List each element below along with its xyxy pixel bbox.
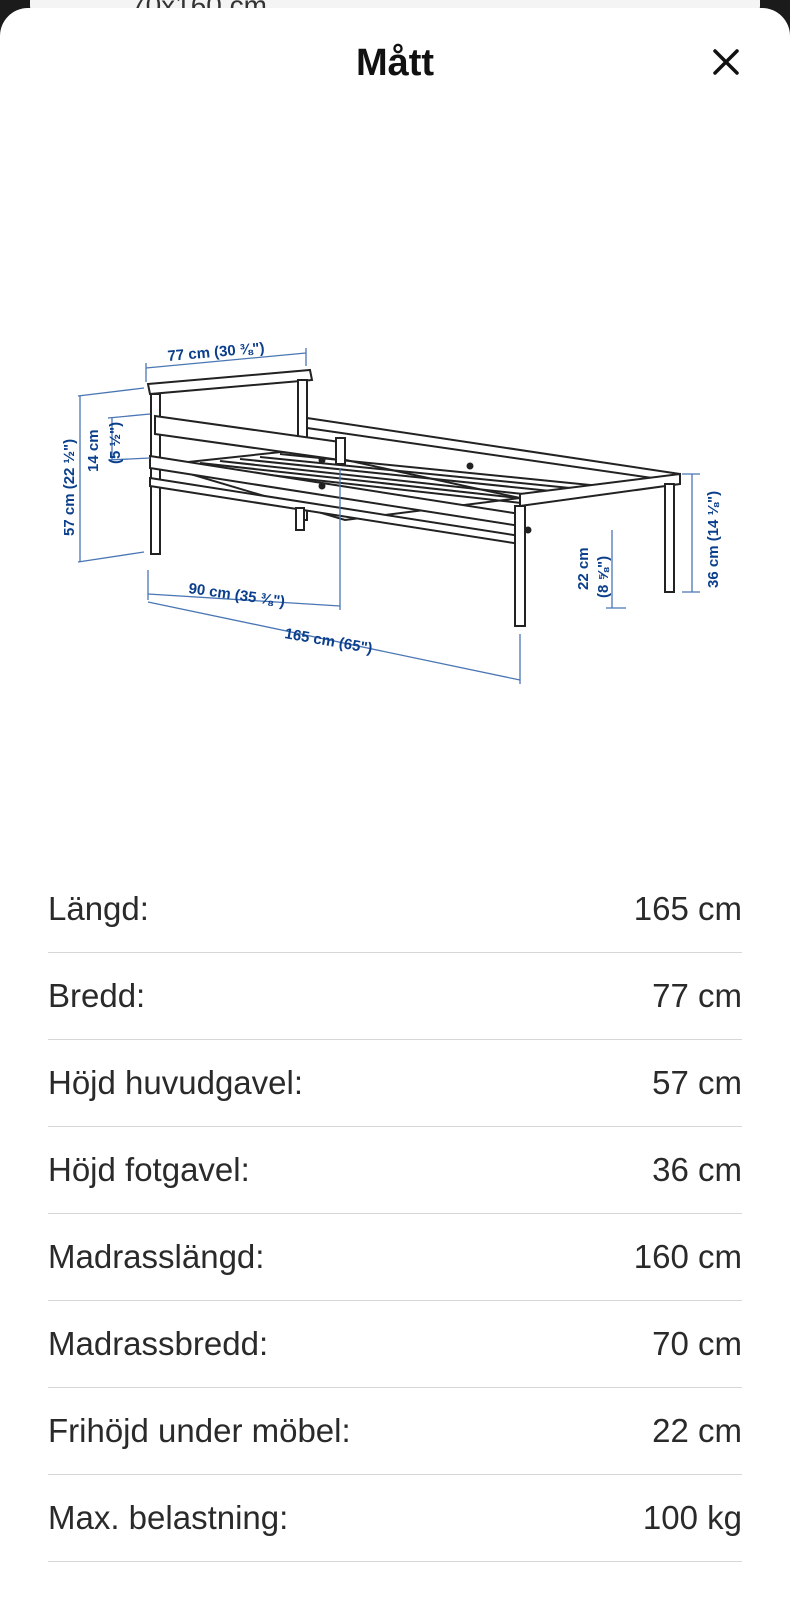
spec-label: Höjd huvudgavel: xyxy=(48,1064,304,1101)
clearance-cm-label: 22 cm xyxy=(575,547,592,590)
spec-row-footboard-height xyxy=(48,1127,742,1214)
spec-label: Frihöjd under möbel: xyxy=(48,1412,351,1449)
spec-label: Höjd fotgavel: xyxy=(48,1151,250,1188)
bed-illustration xyxy=(0,308,790,728)
spec-value: 70 cm xyxy=(652,1325,742,1362)
spec-label: Madrassbredd: xyxy=(48,1325,269,1362)
spec-label: Madrasslängd: xyxy=(48,1238,265,1275)
spec-row-mattress-length xyxy=(48,1214,742,1301)
spec-row-width xyxy=(48,953,742,1040)
close-icon xyxy=(706,42,746,82)
spec-value: 57 cm xyxy=(652,1064,742,1101)
modal-header xyxy=(0,8,790,118)
spec-label: Max. belastning: xyxy=(48,1499,289,1536)
width-dimension-label: 77 cm (30 ⅜") xyxy=(166,339,266,365)
spec-label: Bredd: xyxy=(48,977,146,1014)
dimensions-modal xyxy=(0,8,790,1608)
spec-row-headboard-height xyxy=(48,1040,742,1127)
spec-row-max-load xyxy=(48,1475,742,1562)
clearance-in-label: (8 ⅝") xyxy=(595,555,612,598)
spec-value: 160 cm xyxy=(633,1238,742,1275)
headboard-height-label: 57 cm (22 ½") xyxy=(61,438,78,536)
dimension-spec-list xyxy=(48,866,742,1562)
spec-value: 36 cm xyxy=(652,1151,742,1188)
total-length-label: 165 cm (65") xyxy=(283,625,374,658)
rail-height-cm-label: 14 cm xyxy=(85,429,102,472)
spec-row-mattress-width xyxy=(48,1301,742,1388)
spec-row-length xyxy=(48,866,742,953)
spec-value: 100 kg xyxy=(642,1499,742,1536)
spec-label: Längd: xyxy=(48,890,149,927)
close-button[interactable] xyxy=(706,42,746,82)
spec-value: 165 cm xyxy=(633,890,742,927)
spec-value: 22 cm xyxy=(652,1412,742,1449)
bed-dimension-diagram xyxy=(0,308,790,728)
spec-value: 77 cm xyxy=(652,977,742,1014)
spec-row-clearance xyxy=(48,1388,742,1475)
modal-title: Mått xyxy=(355,42,435,84)
rail-length-label: 90 cm (35 ⅜") xyxy=(187,580,287,611)
footboard-height-label: 36 cm (14 ⅛") xyxy=(705,490,722,588)
rail-height-in-label: (5 ½") xyxy=(107,421,124,464)
